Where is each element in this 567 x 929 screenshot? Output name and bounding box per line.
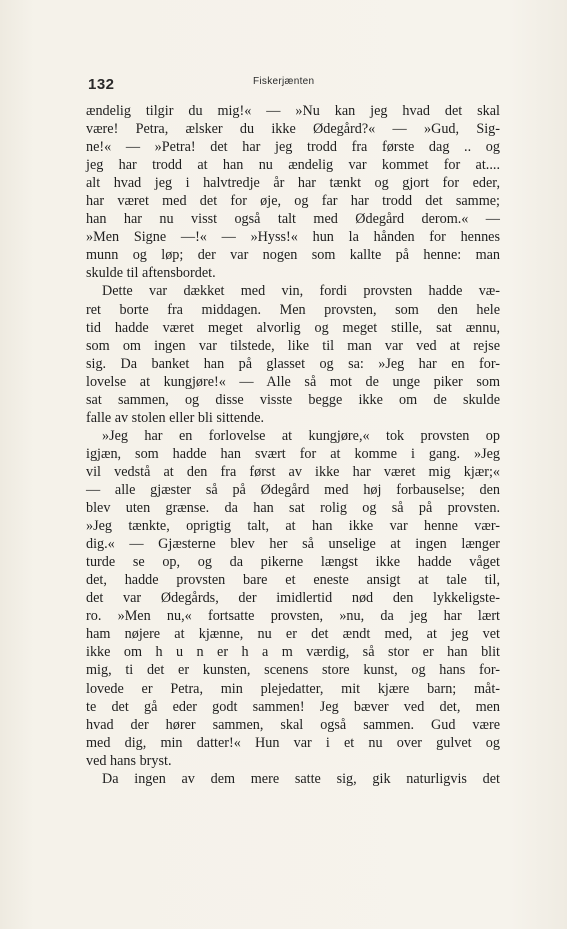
text-line: Dette var dækket med vin, fordi provsten hadde væ- xyxy=(102,283,500,300)
text-line: jeg har trodd at han nu ændelig var kommet for at.... xyxy=(86,157,500,174)
body-text xyxy=(86,102,500,788)
text-line: ham nøjere at kjænne, nu er det ændt med, at jeg vet xyxy=(86,626,500,643)
text-line: ne!« — »Petra! det har jeg trodd fra første dag .. og xyxy=(86,139,500,156)
text-line: har været med det for øje, og far har trodd det samme; xyxy=(86,193,500,210)
text-line: han har nu visst også talt med Ødegård derom.« — xyxy=(86,211,500,228)
text-line: ændelig tilgir du mig!« — »Nu kan jeg hvad det skal xyxy=(86,103,500,119)
text-line: skulde til aftensbordet. xyxy=(86,265,216,282)
text-line: alt hvad jeg i halvtredje år har tænkt og gjort for eder, xyxy=(86,175,500,192)
text-line: lovelse at kungjøre!« — Alle så mot de unge piker som xyxy=(86,373,500,390)
text-line: munn og løp; der var nogen som kallte på henne: man xyxy=(86,247,500,264)
text-line: »Jeg tænkte, oprigtig talt, at han ikke var henne vær- xyxy=(86,518,500,535)
text-line: te det gå eder godt sammen! Jeg bæver ved det, men xyxy=(86,698,500,715)
text-line: være! Petra, ælsker du ikke Ødegård?« — »Gud, Sig- xyxy=(86,121,500,138)
text-line: turde se op, og da pikerne længst ikke hadde våget xyxy=(86,554,500,571)
text-line: vil vedstå at den fra først av ikke har været mig kjær;« xyxy=(86,463,500,480)
text-line: ret borte fra middagen. Men provsten, som den hele xyxy=(86,301,500,318)
text-line: igjæn, som hadde han svært for at komme i gang. »Jeg xyxy=(86,445,500,462)
text-line: »Jeg har en forlovelse at kungjøre,« tok provsten op xyxy=(102,427,500,444)
text-line: som om ingen var tilstede, like til man var ved at rejse xyxy=(86,337,500,354)
text-line: det, hadde provsten bare et eneste ansigt at tale til, xyxy=(86,572,500,589)
text-line: Da ingen av dem mere satte sig, gik naturligvis det xyxy=(102,770,500,787)
page-header xyxy=(88,76,498,98)
running-head: Fiskerjænten xyxy=(253,76,315,87)
text-line: sig. Da banket han på glasset og sa: »Jeg har en for- xyxy=(86,355,500,372)
text-line: blev uten grænse. da han sat rolig og så på provsten. xyxy=(86,500,500,517)
text-line: hvad der hører sammen, skal også sammen. Gud være xyxy=(86,716,500,733)
text-line: — alle gjæster så på Ødegård med høj forbauselse; den xyxy=(86,481,500,498)
text-line: ro. »Men nu,« fortsatte provsten, »nu, da jeg har lært xyxy=(86,608,500,625)
text-line: tid hadde været meget alvorlig og meget stille, sat ænnu, xyxy=(86,319,500,336)
text-line: mig, ti det er kunsten, scenens store kunst, og hans for- xyxy=(86,662,500,679)
text-line: sat sammen, og disse visste begge ikke om de skulde xyxy=(86,391,500,408)
text-line: med dig, min datter!« Hun var i et nu over gulvet og xyxy=(86,734,500,751)
page-number: 132 xyxy=(88,76,115,93)
text-line: falle av stolen eller bli sittende. xyxy=(86,409,265,426)
text-line: det var Ødegårds, der imidlertid nød den lykkeligste- xyxy=(86,590,500,607)
text-line: lovede er Petra, min plejedatter, mit kjære barn; måt- xyxy=(86,680,500,697)
text-line: ikke om h u n er h a m værdig, så stor er han blit xyxy=(86,644,500,661)
text-line: »Men Signe —!« — »Hyss!« hun la hånden for hennes xyxy=(86,229,500,246)
text-line: dig.« — Gjæsterne blev her så unselige at ingen længer xyxy=(86,536,500,553)
text-line: ved hans bryst. xyxy=(86,752,172,769)
